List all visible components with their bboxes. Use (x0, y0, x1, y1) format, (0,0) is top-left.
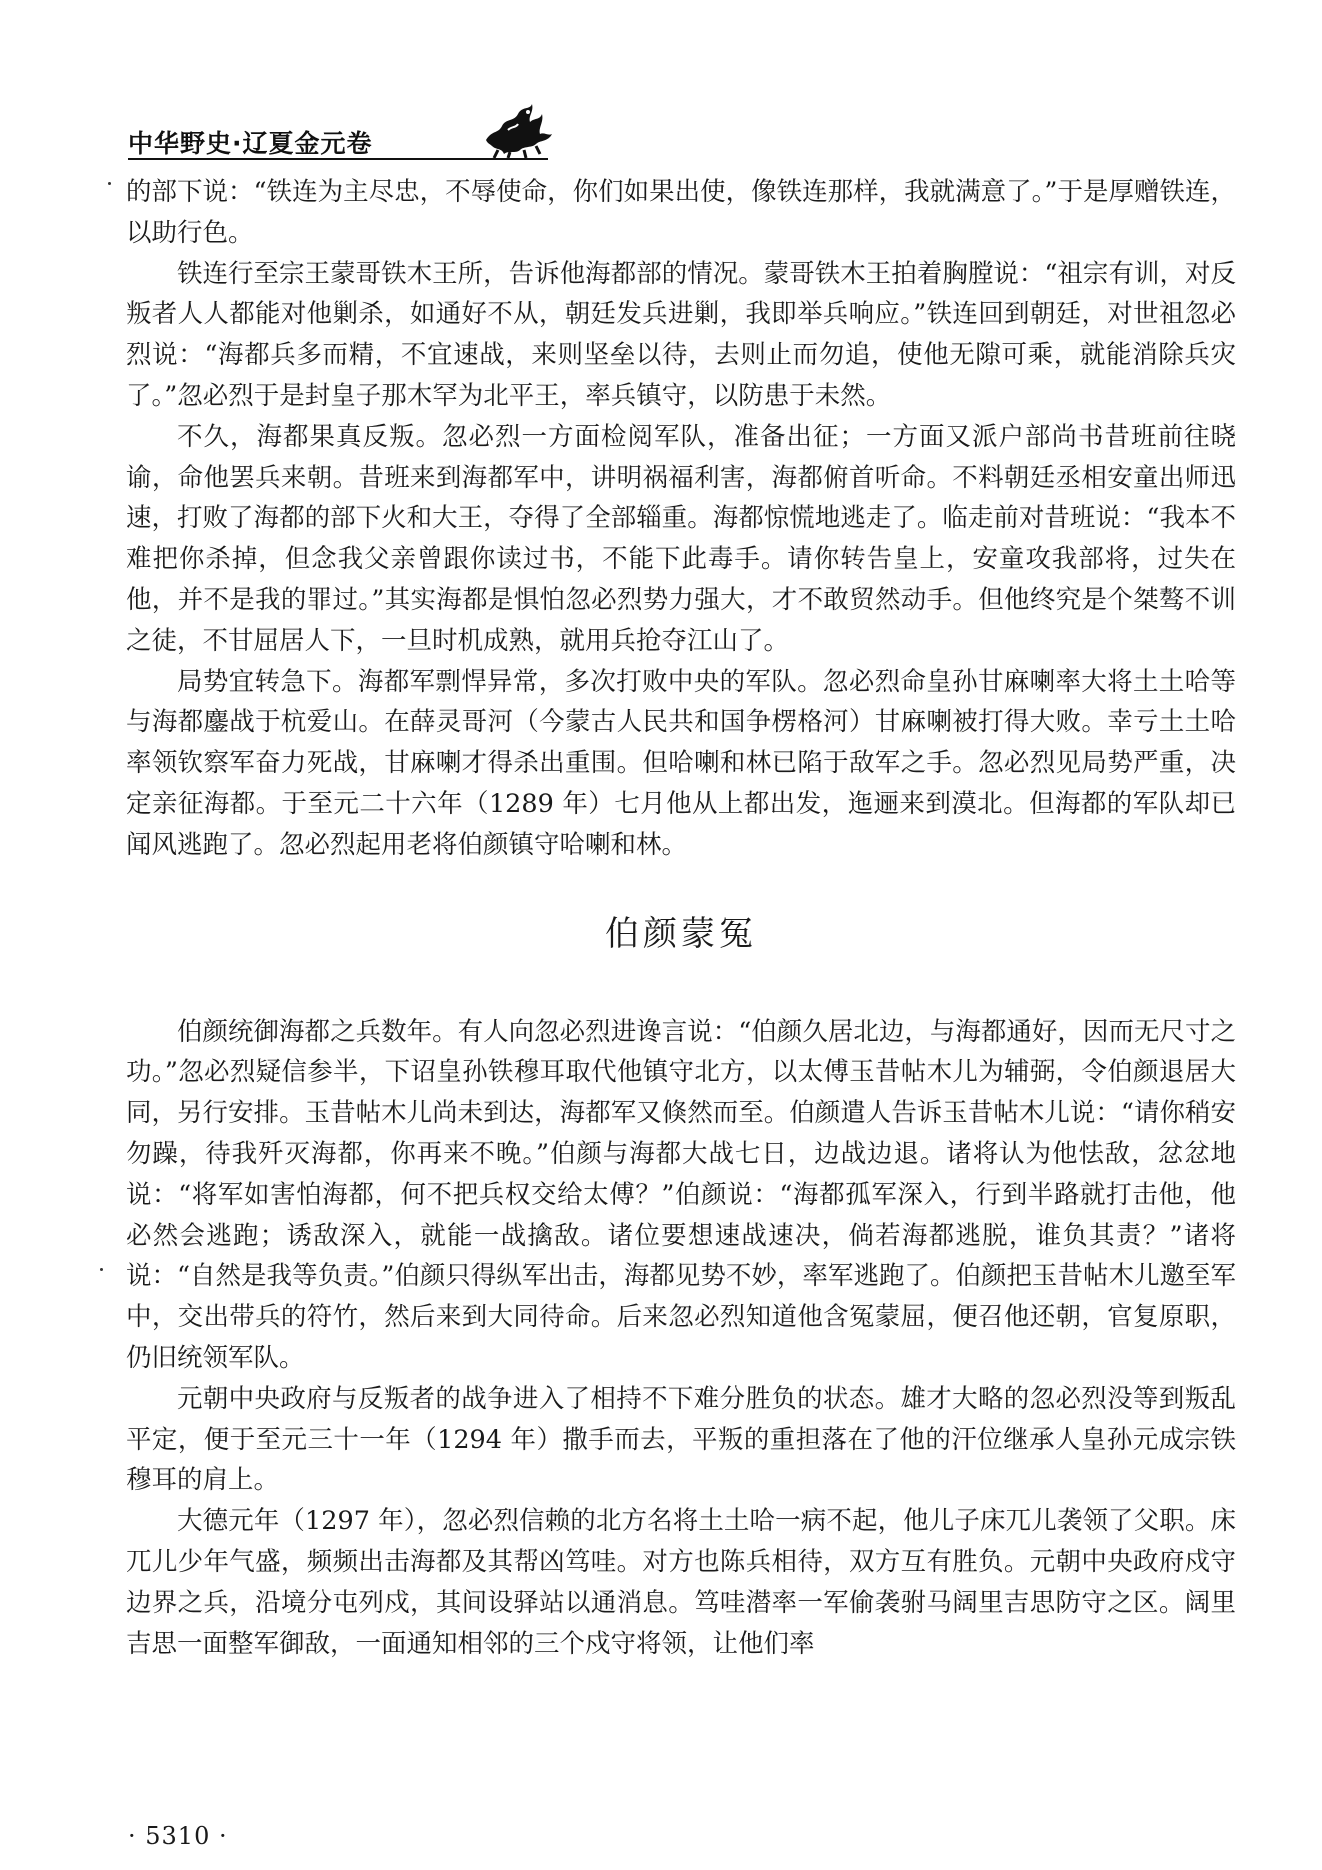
paragraph: 不久，海都果真反叛。忽必烈一方面检阅军队，准备出征；一方面又派户部尚书昔班前往晓谕，命他罢兵来朝。昔班来到海都军中，讲明祸福利害，海都俯首听命。不料朝廷丞相安童出师迅速，打败了海都的部下火和大王，夺得了全部辎重。海都惊慌地逃走了。临走前对昔班说：“我本不难把你杀掉，但念我父亲曾跟你读过书，不能下此毒手。请你转告皇上，安童攻我部将，过失在他，并不是我的罪过。”其实海都是惧怕忽必烈势力强大，才不敢贸然动手。但他终究是个桀骜不训之徒，不甘屈居人下，一旦时机成熟，就用兵抢夺江山了。 (126, 421, 1236, 656)
header-rule (128, 158, 548, 160)
scan-speck (100, 1268, 103, 1271)
section-title: 伯颜蒙冤 (605, 913, 757, 954)
paragraph: 的部下说：“铁连为主尽忠，不辱使命，你们如果出使，像铁连那样，我就满意了。”于是厚赠铁连，以助行色。 (126, 177, 1236, 248)
running-head-title: 中华野史·辽夏金元卷 (128, 129, 373, 158)
paragraph: 大德元年（1297 年），忽必烈信赖的北方名将土土哈一病不起，他儿子床兀儿袭领了父职。床兀儿少年气盛，频频出击海都及其帮凶笃哇。对方也陈兵相待，双方互有胜负。元朝中央政府戍守边界之兵，沿境分屯列戍，其间设驿站以通消息。笃哇潜率一军偷袭驸马阔里吉思防守之区。阔里吉思一面整军御敌，一面通知相邻的三个戍守将领，让他们率 (126, 1506, 1236, 1659)
paragraph: 局势宜转急下。海都军剽悍异常，多次打败中央的军队。忽必烈命皇孙甘麻喇率大将土土哈等与海都鏖战于杭爱山。在薛灵哥河（今蒙古人民共和国争楞格河）甘麻喇被打得大败。幸亏土土哈率领钦察军奋力死战，甘麻喇才得杀出重围。但哈喇和林已陷于敌军之手。忽必烈见局势严重，决定亲征海都。于至元二十六年（1289 年）七月他从上都出发，迤逦来到漠北。但海都的军队却已闻风逃跑了。忽必烈起用老将伯颜镇守哈喇和林。 (126, 666, 1236, 860)
paragraph: 伯颜统御海都之兵数年。有人向忽必烈进谗言说：“伯颜久居北边，与海都通好，因而无尺寸之功。”忽必烈疑信参半，下诏皇孙铁穆耳取代他镇守北方，以太傅玉昔帖木儿为辅弼，令伯颜退居大同，另行安排。玉昔帖木儿尚未到达，海都军又倏然而至。伯颜遣人告诉玉昔帖木儿说：“请你稍安勿躁，待我歼灭海都，你再来不晚。”伯颜与海都大战七日，边战边退。诸将认为他怯敌，忿忿地说：“将军如害怕海都，何不把兵权交给太傅？”伯颜说：“海都孤军深入，行到半路就打击他，他必然会逃跑；诱敌深入，就能一战擒敌。诸位要想速战速决，倘若海都逃脱，谁负其责？”诸将说：“自然是我等负责。”伯颜只得纵军出击，海都见势不妙，率军逃跑了。伯颜把玉昔帖木儿邀至军中，交出带兵的符竹，然后来到大同待命。后来忽必烈知道他含冤蒙屈，便召他还朝，官复原职，仍旧统领军队。 (126, 1016, 1236, 1373)
page-number: · 5310 · (128, 1822, 228, 1850)
body-text (126, 172, 1236, 1664)
paragraph: 铁连行至宗王蒙哥铁木王所，告诉他海都部的情况。蒙哥铁木王拍着胸膛说：“祖宗有训，对反叛者人人都能对他剿杀，如通好不从，朝廷发兵进剿，我即举兵响应。”铁连回到朝廷，对世祖忽必烈说：“海都兵多而精，不宜速战，来则坚垒以待，去则止而勿追，使他无隙可乘，就能消除兵灾了。”忽必烈于是封皇子那木罕为北平王，率兵镇守，以防患于未然。 (126, 258, 1236, 411)
scan-speck (108, 182, 111, 185)
dragon-icon (478, 100, 558, 160)
page-header (128, 100, 548, 160)
paragraph: 元朝中央政府与反叛者的战争进入了相持不下难分胜负的状态。雄才大略的忽必烈没等到叛乱平定，便于至元三十一年（1294 年）撒手而去，平叛的重担落在了他的汗位继承人皇孙元成宗铁穆耳的肩上。 (126, 1383, 1236, 1496)
